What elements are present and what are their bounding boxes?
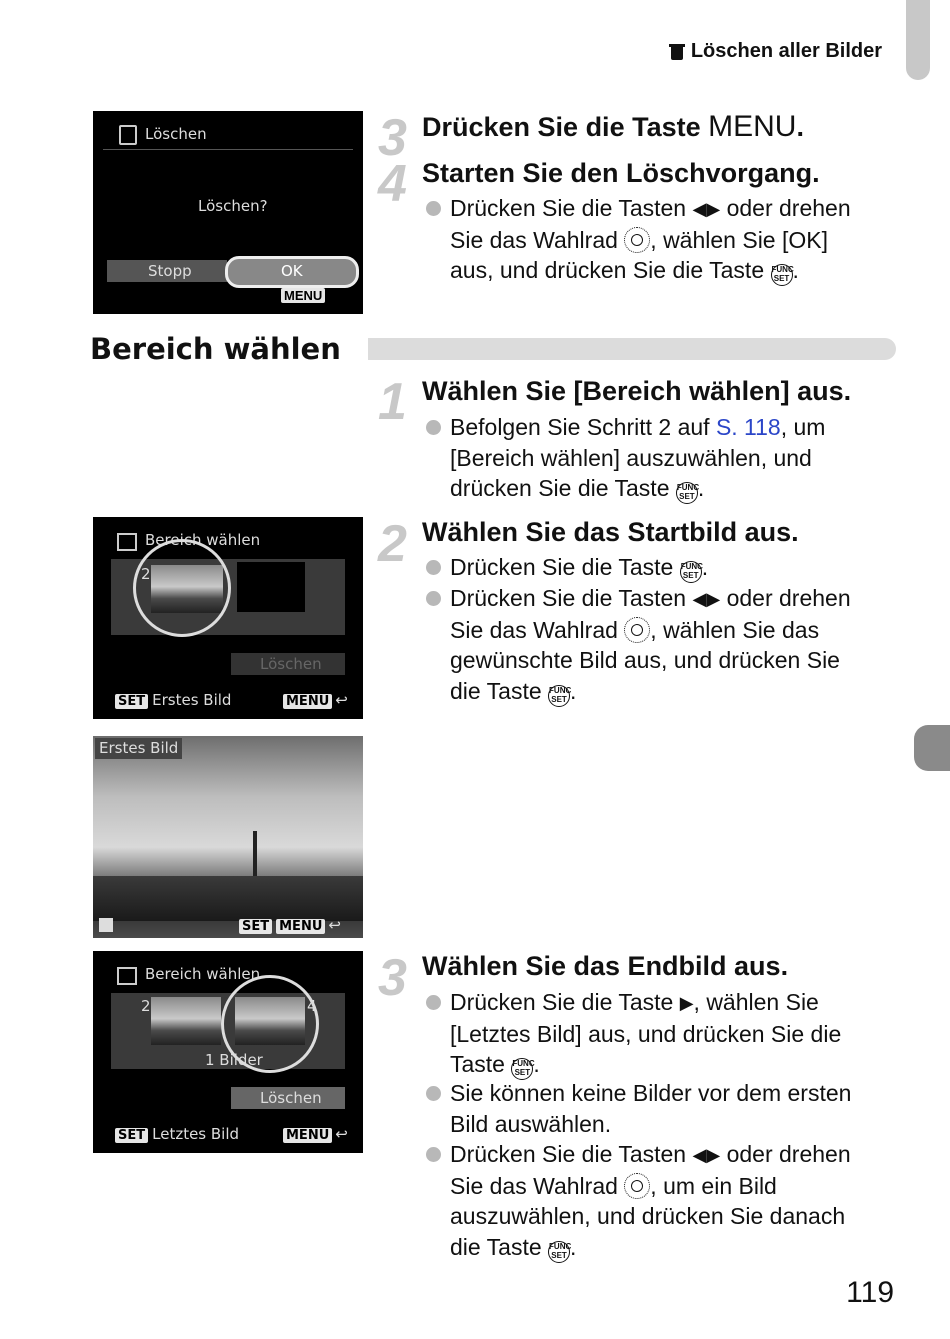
screen-title: Erstes Bild xyxy=(99,739,179,757)
screen-delete-confirm xyxy=(93,111,363,314)
bullet-item: Drücken Sie die Tasten ◀▶ oder drehen Sie das Wahlrad , wählen Sie [OK] aus, und drücken Sie die Taste FUNC SET . xyxy=(426,193,896,286)
image-number: 4 xyxy=(307,997,317,1015)
left-right-arrows-icon: ◀▶ xyxy=(692,589,721,609)
step-title: Drücken Sie die Taste MENU. xyxy=(422,110,804,143)
title-badge xyxy=(95,738,182,759)
empty-slot xyxy=(237,562,305,612)
page-link[interactable]: S. 118 xyxy=(715,414,781,440)
menu-hint: MENU ↩ xyxy=(283,691,348,709)
range-icon xyxy=(117,967,137,985)
image-number: 2 xyxy=(141,997,151,1015)
step-number: 3 xyxy=(378,109,407,167)
func-set-icon: FUNC SET xyxy=(548,1241,570,1263)
step-number: 1 xyxy=(378,373,407,431)
screen-range-start xyxy=(93,517,363,719)
func-set-icon: FUNC SET xyxy=(676,482,698,504)
bullet-item: Drücken Sie die Taste FUNC SET . xyxy=(426,552,896,583)
menu-hint: MENU ↩ xyxy=(283,1125,348,1143)
screen-question: Löschen? xyxy=(198,197,268,215)
bottom-controls: SET MENU ↩ xyxy=(239,916,341,934)
menu-badge: MENU xyxy=(281,287,328,305)
stop-label: Stopp xyxy=(148,262,192,280)
chapter-side-tab xyxy=(914,725,950,771)
step-title: Wählen Sie [Bereich wählen] aus. xyxy=(422,376,852,406)
step-number: 3 xyxy=(378,949,407,1007)
step-title: Starten Sie den Löschvorgang. xyxy=(422,158,820,188)
range-icon xyxy=(117,533,137,551)
control-dial-icon xyxy=(624,617,650,643)
step-title: Wählen Sie das Endbild aus. xyxy=(422,951,789,981)
thumbnail-first xyxy=(151,997,221,1045)
left-right-arrows-icon: ◀▶ xyxy=(692,1145,721,1165)
func-set-icon: FUNC SET xyxy=(511,1058,533,1080)
selection-circle xyxy=(133,539,231,637)
divider xyxy=(103,149,353,150)
left-right-arrows-icon: ◀▶ xyxy=(692,199,721,219)
step-number: 2 xyxy=(378,515,407,573)
delete-label: Löschen xyxy=(260,1089,322,1107)
step-number: 4 xyxy=(378,155,407,213)
section-title: Bereich wählen xyxy=(90,332,341,366)
header-title: Löschen aller Bilder xyxy=(690,40,882,62)
step-title: Wählen Sie das Startbild aus. xyxy=(422,517,799,547)
quality-icon xyxy=(99,918,113,932)
chapter-tab xyxy=(906,0,930,80)
func-set-icon: FUNC SET xyxy=(771,264,793,286)
control-dial-icon xyxy=(624,1173,650,1199)
func-set-icon: FUNC SET xyxy=(680,561,702,583)
section-bar xyxy=(368,338,896,360)
screen-first-image xyxy=(93,736,363,938)
control-dial-icon xyxy=(624,227,650,253)
set-hint: SET Erstes Bild xyxy=(115,691,231,709)
screen-range-end xyxy=(93,951,363,1153)
trash-icon xyxy=(669,43,685,61)
selection-circle xyxy=(221,975,319,1073)
set-hint: SET Letztes Bild xyxy=(115,1125,239,1143)
bullet-item: Sie können keine Bilder vor dem ersten Bild auswählen. xyxy=(426,1078,896,1139)
screen-title: Löschen xyxy=(145,125,207,143)
ok-label: OK xyxy=(281,262,303,280)
bullet-item: Drücken Sie die Tasten ◀▶ oder drehen Sie das Wahlrad , um ein Bild auszuwählen, und drücken Sie danach die Taste FUNC SET . xyxy=(426,1139,896,1263)
page-header xyxy=(669,40,882,63)
right-arrow-icon: ▶ xyxy=(679,993,694,1013)
skyline xyxy=(93,876,363,921)
image-count: 1 Bilder xyxy=(205,1051,263,1069)
page-number: 119 xyxy=(846,1276,894,1309)
trash-icon xyxy=(119,125,137,145)
bullet-item: Drücken Sie die Taste ▶, wählen Sie [Letztes Bild] aus, und drücken Sie die Taste FUNC SET . xyxy=(426,987,896,1080)
screen-title: Bereich wählen xyxy=(145,965,261,983)
bullet-item: Drücken Sie die Tasten ◀▶ oder drehen Sie das Wahlrad , wählen Sie das gewünschte Bild aus, und drücken Sie die Taste FUNC SET . xyxy=(426,583,896,707)
image-number: 2 xyxy=(141,565,151,583)
func-set-icon: FUNC SET xyxy=(548,685,570,707)
screen-title: Bereich wählen xyxy=(145,531,261,549)
delete-label: Löschen xyxy=(260,655,322,673)
bullet-item: Befolgen Sie Schritt 2 auf S. 118, um [Bereich wählen] auszuwählen, und drücken Sie die Taste FUNC SET . xyxy=(426,412,896,504)
